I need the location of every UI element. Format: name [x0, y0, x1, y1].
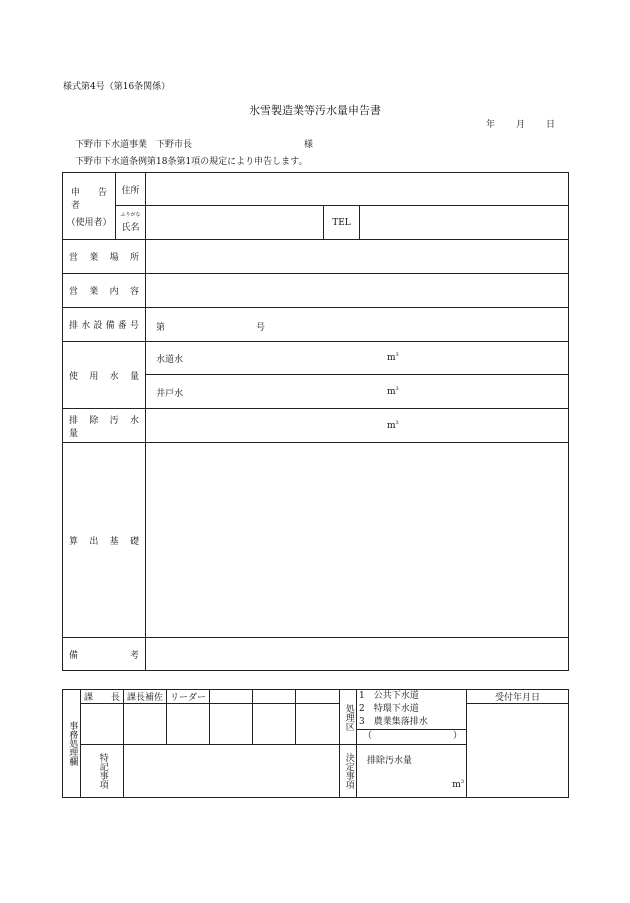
page-title: 氷雪製造業等汚水量申告書	[249, 104, 381, 117]
remarks-field[interactable]	[146, 638, 569, 671]
form-number: 様式第4号（第16条関係）	[63, 82, 171, 92]
drain-facility-label-cell	[63, 308, 146, 342]
drain-prefix: 第	[156, 323, 166, 333]
leader-stamp[interactable]	[167, 704, 210, 745]
address-label-cell	[116, 173, 146, 206]
approval-stamp-6[interactable]	[296, 704, 340, 745]
tel-label-cell	[324, 206, 360, 240]
approval-stamp-5[interactable]	[253, 704, 296, 745]
remarks-label: 備 考	[69, 650, 139, 661]
water-usage-label: 使 用 水 量	[69, 371, 139, 382]
processing-area-label-cell	[340, 690, 357, 745]
drain-facility-label: 排水設備番号	[69, 321, 139, 331]
business-content-label-cell	[63, 274, 146, 308]
well-water-field[interactable]	[146, 375, 569, 409]
date-day-label: 日	[546, 120, 556, 130]
received-date-stamp[interactable]	[467, 704, 569, 798]
name-label: 氏名	[121, 222, 140, 233]
approval-header-6	[296, 690, 340, 704]
deputy-label: 課長補佐	[124, 690, 167, 704]
approval-header-5	[253, 690, 296, 704]
processing-area-label: 処理区	[343, 703, 354, 731]
special-notes-label-cell	[81, 745, 124, 798]
tap-water-label: 水道水	[156, 355, 184, 365]
chief-label: 課 長	[81, 690, 124, 704]
date-year-label: 年	[486, 120, 496, 130]
date-month-label: 月	[516, 120, 526, 130]
well-water-label: 井戸水	[156, 389, 184, 399]
decision-field[interactable]	[357, 745, 467, 798]
applicant-sub-label: （使用者）	[66, 217, 112, 228]
application-table	[62, 172, 569, 671]
applicant-label: 申 告 者	[71, 187, 117, 211]
address-field[interactable]	[146, 173, 569, 206]
chief-stamp[interactable]	[81, 704, 124, 745]
calc-basis-field[interactable]	[146, 443, 569, 638]
area-option-special[interactable]: 2 特環下水道	[359, 704, 419, 714]
decision-label-cell	[340, 745, 357, 798]
discharge-unit: $m^3$	[387, 420, 399, 431]
area-option-other[interactable]	[357, 729, 466, 743]
approval-stamp-4[interactable]	[210, 704, 253, 745]
business-content-field[interactable]	[146, 274, 569, 308]
addressee-honorific: 様	[304, 140, 314, 150]
applicant-label-cell	[63, 173, 116, 240]
office-label-cell	[63, 690, 81, 798]
business-place-label-cell	[63, 240, 146, 274]
paren-open: （	[363, 731, 373, 741]
tel-field[interactable]	[360, 206, 569, 240]
deputy-stamp[interactable]	[124, 704, 167, 745]
approval-header-4	[210, 690, 253, 704]
leader-label: リーダー	[167, 690, 210, 704]
special-notes-field[interactable]	[124, 745, 340, 798]
business-place-field[interactable]	[146, 240, 569, 274]
discharge-label-cell	[63, 409, 149, 443]
area-option-public[interactable]: 1 公共下水道	[359, 691, 419, 701]
received-date-label: 受付年月日	[467, 690, 569, 704]
special-notes-label: 特記事項	[97, 753, 108, 789]
decision-label: 決定事項	[343, 753, 354, 789]
water-usage-label-cell	[63, 342, 146, 409]
office-processing-table	[62, 689, 569, 798]
address-label: 住所	[121, 185, 140, 196]
discharge-label: 排 除 汚 水 量	[69, 415, 149, 439]
calc-basis-label: 算 出 基 礎	[69, 536, 139, 547]
processing-area-options[interactable]	[357, 690, 467, 745]
business-place-label: 営 業 場 所	[69, 253, 139, 263]
calc-basis-label-cell	[63, 443, 146, 638]
furigana-label: ふりがな	[120, 211, 141, 218]
addressee: 下野市下水道事業 下野市長	[75, 140, 193, 150]
paren-close: ）	[452, 731, 462, 741]
discharge-field[interactable]	[146, 409, 569, 443]
tap-water-unit: $m^3$	[387, 352, 399, 363]
well-water-unit: $m^3$	[387, 386, 399, 397]
declaration-text: 下野市下水道条例第18条第1項の規定により申告します。	[75, 157, 308, 167]
name-field[interactable]	[146, 206, 324, 240]
office-label: 事務処理欄	[67, 721, 78, 766]
business-content-label: 営 業 内 容	[69, 287, 139, 297]
remarks-label-cell	[63, 638, 146, 671]
tap-water-field[interactable]	[146, 342, 569, 375]
decision-value-label: 排除汚水量	[367, 756, 413, 766]
area-option-rural[interactable]: 3 農業集落排水	[359, 717, 428, 727]
drain-suffix: 号	[256, 323, 266, 333]
tel-label: TEL	[332, 217, 351, 228]
decision-unit: $m^3$	[452, 779, 464, 790]
name-label-cell	[116, 206, 146, 240]
drain-facility-field[interactable]	[146, 308, 569, 342]
